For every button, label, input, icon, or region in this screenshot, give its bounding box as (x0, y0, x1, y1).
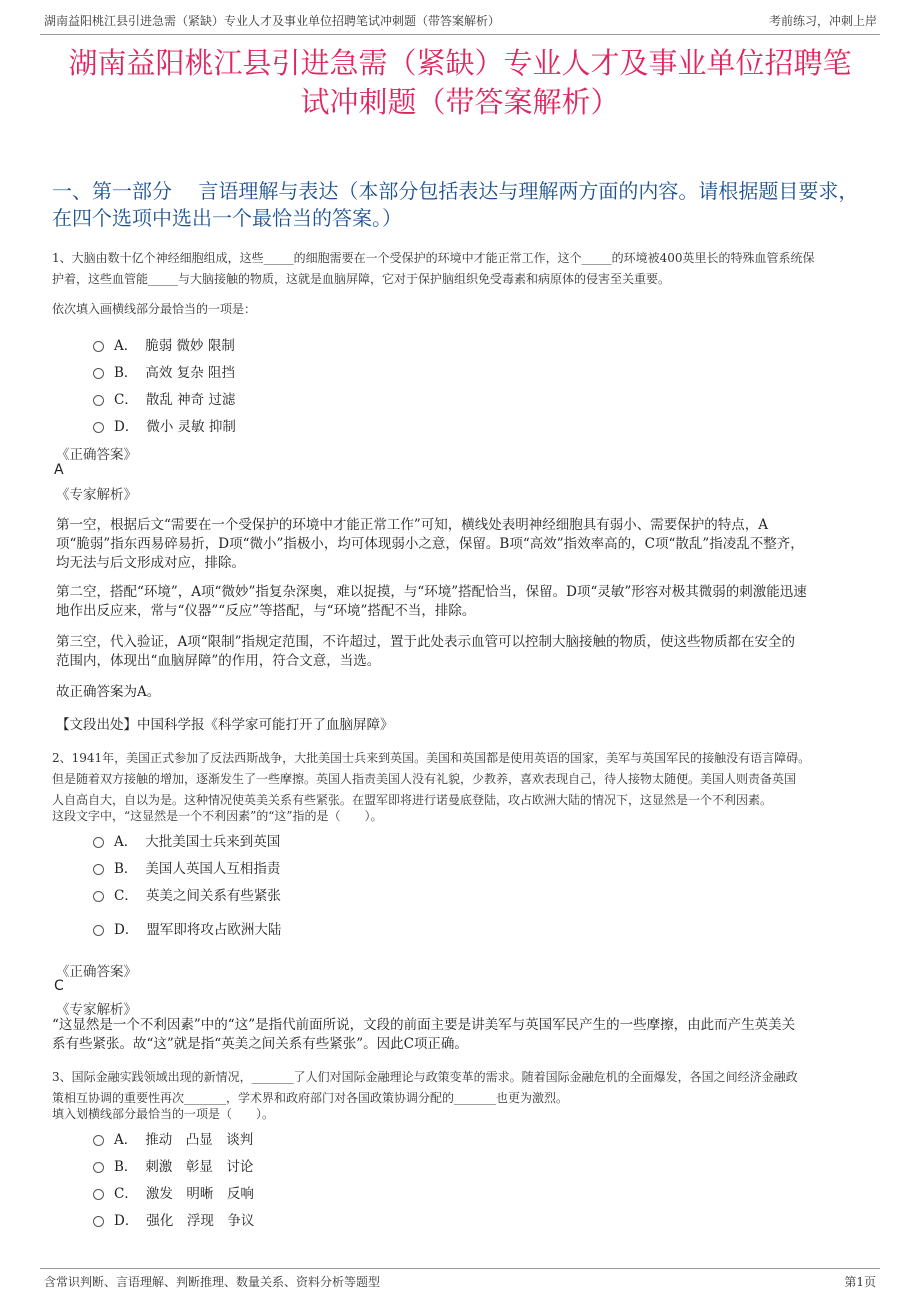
option-letter: C． (114, 1186, 138, 1202)
q2-answer-label: 《正确答案》 (56, 964, 137, 980)
q1-analysis-p3 (56, 633, 795, 671)
q1-stem-line2: 护着，这些血管能_____与大脑接触的物质，这就是血脑屏障，它对于保护脑组织免受毒素和病原体的侵害至关重要。 (52, 272, 671, 286)
radio-icon[interactable] (93, 891, 104, 902)
q1-stem-line1: 1、大脑由数十亿个神经细胞组成，这些_____的细胞需要在一个受保护的环境中才能正常工作，这个_____的环境被400英里长的特殊血管系统保 (52, 251, 815, 265)
q2-stem-line2: 但是随着双方接触的增加，逐渐发生了一些摩擦。英国人指责美国人没有礼貌，少教养，喜欢表现自己，待人接物太随便。美国人则责备英国 (52, 772, 797, 786)
q1-analysis-p1 (56, 516, 804, 573)
radio-icon[interactable] (93, 1162, 104, 1173)
q2-option-c[interactable] (93, 884, 281, 904)
q2-option-b[interactable] (93, 857, 280, 877)
text-line: 范围内，体现出“血脑屏障”的作用，符合文意，当选。 (56, 653, 381, 669)
q3-prompt: 填入划横线部分最恰当的一项是（ ）。 (52, 1107, 275, 1121)
q1-option-d[interactable] (93, 415, 236, 435)
q1-analysis-label: 《专家解析》 (56, 487, 137, 503)
q3-option-c[interactable] (93, 1182, 254, 1202)
option-text: 高效 复杂 阻挡 (145, 365, 236, 381)
q3-option-d[interactable] (93, 1209, 254, 1229)
q3-option-b[interactable] (93, 1155, 253, 1175)
q1-option-a[interactable] (93, 334, 235, 354)
header-slogan: 考前练习，冲刺上岸 (768, 14, 877, 28)
q3-stem-line2: 策相互协调的重要性再次_______，学术界和政府部门对各国政策协调分配的_______也更为激烈。 (52, 1091, 569, 1105)
q3-stem-line1: 3、国际金融实践领域出现的新情况，_______了人们对国际金融理论与政策变革的需求。随着国际金融危机的全面爆发，各国之间经济金融政 (52, 1070, 798, 1084)
option-text: 推动 凸显 谈判 (145, 1132, 254, 1148)
header-divider (40, 34, 880, 35)
option-letter: B． (114, 1159, 138, 1175)
q1-answer: A (54, 462, 64, 478)
radio-icon[interactable] (93, 864, 104, 875)
option-text: 美国人英国人互相指责 (145, 861, 281, 877)
text-line: 地作出反应来，常与“仪器”“反应”等搭配，与“环境”搭配不当，排除。 (56, 603, 476, 619)
option-text: 大批美国士兵来到英国 (145, 834, 281, 850)
header-title: 湖南益阳桃江县引进急需（紧缺）专业人才及事业单位招聘笔试冲刺题（带答案解析） (44, 14, 501, 28)
option-text: 英美之间关系有些紧张 (145, 888, 281, 904)
option-letter: C． (114, 888, 138, 904)
option-text: 散乱 神奇 过滤 (145, 392, 236, 408)
q2-answer: C (54, 978, 64, 994)
q1-prompt: 依次填入画横线部分最恰当的一项是： (52, 302, 257, 316)
radio-icon[interactable] (93, 422, 104, 433)
option-text: 激发 明晰 反响 (145, 1186, 254, 1202)
radio-icon[interactable] (93, 395, 104, 406)
option-letter: D． (114, 419, 139, 435)
page-number: 第1页 (844, 1275, 876, 1289)
section-heading: 一、第一部分 言语理解与表达（本部分包括表达与理解两方面的内容。请根据题目要求，在四个选项中选出一个最恰当的答案。） (52, 179, 859, 230)
option-text: 盟军即将攻占欧洲大陆 (146, 922, 282, 938)
q2-stem-line1: 2、1941年，美国正式参加了反法西斯战争，大批美国士兵来到英国。美国和英国都是使用英语的国家，美军与英国军民的接触没有语言障碍。 (52, 751, 811, 765)
option-text: 刺激 彰显 讨论 (145, 1159, 254, 1175)
page-title-line1: 湖南益阳桃江县引进急需（紧缺）专业人才及事业单位招聘笔 (68, 46, 852, 80)
radio-icon[interactable] (93, 1135, 104, 1146)
footer-note: 含常识判断、言语理解、判断推理、数量关系、资料分析等题型 (44, 1275, 381, 1289)
q2-prompt: 这段文字中，“这显然是一个不利因素”的“这”指的是（ ）。 (52, 809, 383, 823)
q2-analysis (52, 1016, 795, 1054)
q2-option-a[interactable] (93, 830, 280, 850)
option-letter: D． (114, 922, 139, 938)
q1-option-b[interactable] (93, 361, 235, 381)
text-line: 第三空，代入验证，A项“限制”指规定范围，不许超过，置于此处表示血管可以控制大脑接触的物质，使这些物质都在安全的 (56, 634, 796, 650)
q2-option-d[interactable] (93, 918, 281, 938)
q1-source: 【文段出处】中国科学报《科学家可能打开了血脑屏障》 (56, 717, 394, 733)
q2-stem (52, 748, 810, 811)
text-line: 第一空，根据后文“需要在一个受保护的环境中才能正常工作”可知，横线处表明神经细胞具有弱小、需要保护的特点，A (56, 517, 769, 533)
footer-divider (40, 1268, 880, 1269)
q2-analysis-label: 《专家解析》 (56, 1002, 137, 1018)
q3-option-a[interactable] (93, 1128, 253, 1148)
q1-conclusion: 故正确答案为A。 (56, 684, 161, 700)
q2-stem-line3: 人自高自大，自以为是。这种情况使英美关系有些紧张。在盟军即将进行诺曼底登陆，攻占欧洲大陆的情况下，这显然是一个不利因素。 (52, 793, 773, 807)
page-title (40, 44, 880, 122)
option-letter: D． (114, 1213, 139, 1229)
radio-icon[interactable] (93, 341, 104, 352)
text-line: “这显然是一个不利因素”中的“这”是指代前面所说，文段的前面主要是讲美军与英国军民产生的一些摩擦，由此而产生英美关 (52, 1017, 796, 1033)
text-line: 项“脆弱”指东西易碎易折，D项“微小”指极小，均可体现弱小之意，保留。B项“高效”指效率高的，C项“散乱”指凌乱不整齐， (56, 536, 804, 552)
radio-icon[interactable] (93, 1189, 104, 1200)
radio-icon[interactable] (93, 1216, 104, 1227)
q1-stem (52, 248, 878, 290)
radio-icon[interactable] (93, 837, 104, 848)
q1-option-c[interactable] (93, 388, 235, 408)
q3-stem (52, 1067, 798, 1109)
radio-icon[interactable] (93, 925, 104, 936)
radio-icon[interactable] (93, 368, 104, 379)
text-line: 均无法与后文形成对应，排除。 (56, 555, 245, 571)
option-letter: A． (114, 834, 138, 850)
option-text: 微小 灵敏 抑制 (146, 419, 236, 435)
option-letter: A． (114, 1132, 138, 1148)
option-letter: B． (114, 861, 138, 877)
q1-analysis-p2 (56, 583, 807, 621)
page-title-line2: 试冲刺题（带答案解析） (300, 85, 620, 119)
option-letter: C． (114, 392, 138, 408)
option-text: 强化 浮现 争议 (146, 1213, 255, 1229)
option-text: 脆弱 微妙 限制 (145, 338, 235, 354)
option-letter: A． (114, 338, 138, 354)
text-line: 系有些紧张。故“这”就是指“英美之间关系有些紧张”。因此C项正确。 (52, 1036, 468, 1052)
text-line: 第二空，搭配“环境”，A项“微妙”指复杂深奥，难以捉摸，与“环境”搭配恰当，保留。D项“灵敏”形容对极其微弱的刺激能迅速 (56, 584, 807, 600)
option-letter: B． (114, 365, 138, 381)
q1-answer-label: 《正确答案》 (56, 447, 137, 463)
